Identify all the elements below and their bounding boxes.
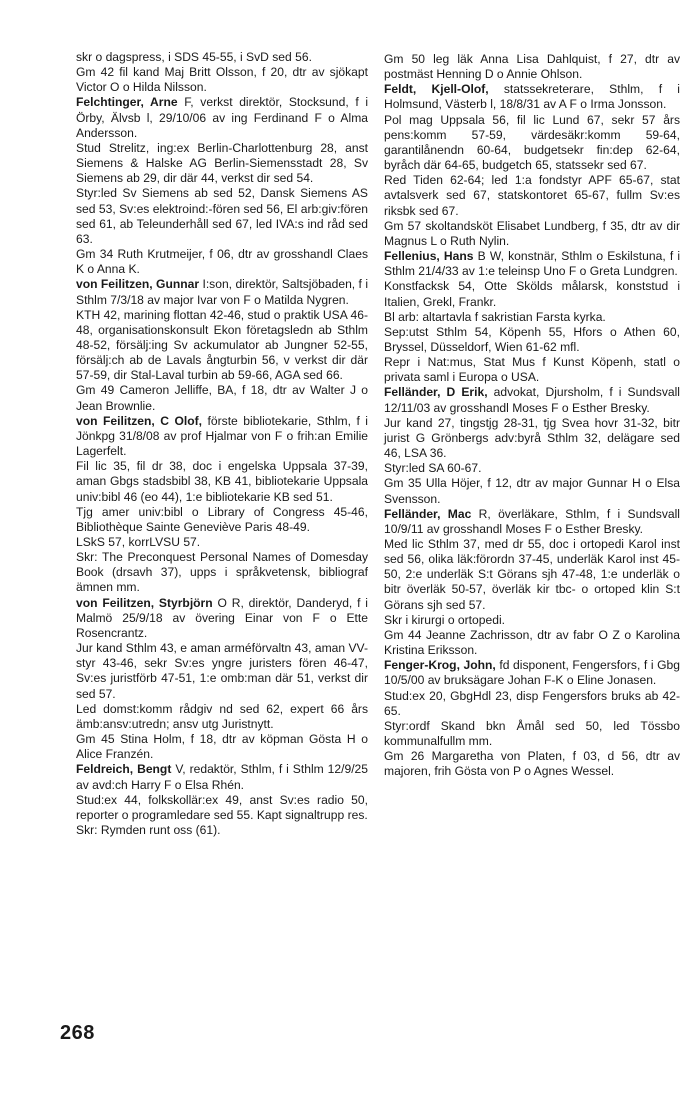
entry-text: LSkS 57, korrLVSU 57. bbox=[76, 535, 201, 549]
entry-text: Stud:ex 20, GbgHdl 23, disp Fengersfors bruks ab 42-65. bbox=[384, 688, 680, 718]
entry-name: Felchtinger, Arne bbox=[76, 95, 178, 110]
entry-text: V, redaktör, Sthlm, f i Sthlm 12/9/25 av avd:ch Harry F o Elsa Rhén. bbox=[76, 762, 369, 792]
entry-text: Sep:utst Sthlm 54, Köpenh 55, Hfors o Athen 60, Bryssel, Düsseldorf, Wien 61-62 mfl. bbox=[384, 324, 680, 354]
entry-paragraph bbox=[76, 459, 368, 504]
entry-paragraph bbox=[76, 641, 368, 702]
entry-name: von Feilitzen, Gunnar bbox=[76, 277, 200, 292]
entry-paragraph bbox=[76, 702, 368, 732]
biography-entry bbox=[384, 249, 680, 385]
entry-text: Konstfacksk 54, Otte Skölds målarsk, konststud i Italien, Grekl, Frankr. bbox=[384, 279, 680, 309]
entry-paragraph bbox=[384, 537, 680, 613]
entry-text: Fil lic 35, fil dr 38, doc i engelska Uppsala 37-39, aman Gbgs stadsbibl 38, KB 41, bibliotekarie Uppsala univ:bibl 46 (eo 44), 1:e bibliotekarie KB sed 51. bbox=[76, 459, 368, 504]
entry-text: Tjg amer univ:bibl o Library of Congress 45-46, Bibliothèque Sainte Geneviève Paris 48-49. bbox=[76, 504, 368, 534]
entry-paragraph bbox=[384, 628, 680, 658]
left-column bbox=[76, 50, 368, 838]
entry-paragraph bbox=[384, 385, 680, 415]
entry-text: I:son, direktör, Saltsjöbaden, f i Sthlm 7/3/18 av major Ivar von F o Matilda Nygren. bbox=[76, 277, 369, 307]
entry-name: Feldt, Kjell-Olof, bbox=[384, 82, 489, 97]
entry-text: Gm 26 Margaretha von Platen, f 03, d 56, dtr av majoren, frih Gösta von P o Agnes Wessel. bbox=[384, 749, 680, 779]
entry-text: Med lic Sthlm 37, med dr 55, doc i ortopedi Karol inst sed 56, olika läk:förordn 37-45, underläk Karol inst 45-50, 2:e underläk S:t Görans sjh 47-48, 1:e underläk o bitr överläk 50-57, överläk kir tbc- o ortoped klin S:t Görans sjh sed 57. bbox=[384, 537, 680, 612]
entry-paragraph bbox=[76, 762, 368, 792]
entry-text: F, verkst direktör, Stocksund, f i Örby, Älvsb l, 29/10/06 av ing Ferdinand F o Alma Andersson. bbox=[76, 95, 369, 140]
entry-paragraph bbox=[384, 279, 680, 309]
biography-entry bbox=[76, 277, 368, 413]
entry-text: O R, direktör, Danderyd, f i Malmö 25/9/18 av övering Einar von F o Ette Rosencrantz. bbox=[76, 595, 368, 640]
entry-text: Gm 45 Stina Holm, f 18, dtr av köpman Gösta H o Alice Franzén. bbox=[76, 732, 368, 762]
entry-paragraph bbox=[384, 249, 680, 279]
entry-text: Jur kand 27, tingstjg 28-31, tjg Svea hovr 31-32, bitr jurist G Grönbergs adv:byrå Sthlm 32, delägare sed 46, LSA 36. bbox=[384, 415, 680, 461]
entry-text: Jur kand Sthlm 43, e aman arméförvaltn 43, aman VV-styr 43-46, sekr Sv:es yngre juristers fören 46-47, Sv:es juristförb 47-51, 1:e omb:man där 51, verkst dir sed 57. bbox=[76, 641, 368, 701]
entry-text: förste bibliotekarie, Sthlm, f i Jönkpg 31/8/08 av prof Hjalmar von F o frih:an Emilie Lagerfelt. bbox=[76, 413, 368, 459]
entry-text: Red Tiden 62-64; led 1:a fondstyr APF 65-67, stat avtalsverk sed 67, statskontoret 65-67, fullm Sv:es riksbk sed 67. bbox=[384, 173, 680, 218]
entry-paragraph bbox=[76, 414, 368, 459]
right-column bbox=[384, 52, 680, 780]
entry-text: Gm 44 Jeanne Zachrisson, dtr av fabr O Z o Karolina Kristina Eriksson. bbox=[384, 627, 680, 658]
biography-entry bbox=[76, 414, 368, 596]
entry-name: Fellenius, Hans bbox=[384, 249, 474, 264]
entry-text: advokat, Djursholm, f i Sundsvall 12/11/03 av grosshandl Moses F o Esther Bresky. bbox=[384, 385, 680, 415]
entry-text: skr o dagspress, i SDS 45-55, i SvD sed 56. bbox=[76, 50, 312, 64]
entry-text: Gm 42 fil kand Maj Britt Olsson, f 20, dtr av sjökapt Victor O o Hilda Nilsson. bbox=[76, 65, 368, 95]
entry-paragraph bbox=[384, 416, 680, 461]
entry-text: Led domst:komm rådgiv nd sed 62, expert 66 års ämb:ansv:utredn; ansv utg Juristnytt. bbox=[76, 701, 368, 731]
entry-paragraph bbox=[76, 186, 368, 247]
biography-entry bbox=[384, 658, 680, 779]
entry-text: B W, konstnär, Sthlm o Eskilstuna, f i Sthlm 21/4/33 av 1:e teleinsp Uno F o Greta Lundgren. bbox=[384, 249, 681, 279]
entry-paragraph bbox=[76, 308, 368, 384]
biography-entry bbox=[384, 52, 680, 82]
entry-paragraph bbox=[384, 507, 680, 537]
entry-paragraph bbox=[384, 52, 680, 82]
entry-text: Gm 57 skoltandsköt Elisabet Lundberg, f 35, dtr av dir Magnus L o Ruth Nylin. bbox=[384, 218, 680, 248]
entry-name: Felländer, Mac bbox=[384, 506, 472, 521]
entry-paragraph bbox=[384, 219, 680, 249]
entry-text: Skr: The Preconquest Personal Names of Domesday Book (drsavh 37), upps i språkvetensk, bibliograf ämnen mm. bbox=[76, 550, 368, 595]
entry-text: Gm 49 Cameron Jelliffe, BA, f 18, dtr av Walter J o Jean Brownlie. bbox=[76, 383, 368, 413]
biography-entry bbox=[76, 596, 368, 763]
entry-text: Stud Strelitz, ing:ex Berlin-Charlottenburg 28, anst Siemens & Halske AG Berlin-Siemensstadt 28, Sv Siemens ab 29, dir där 44, verkst dir sed 54. bbox=[76, 140, 368, 186]
entry-text: R, överläkare, Sthlm, f i Sundsvall 10/9/11 av grosshandl Moses F o Esther Bresky. bbox=[384, 506, 680, 536]
entry-text: statssekreterare, Sthlm, f i Holmsund, Västerb l, 18/8/31 av A F o Irma Jonsson. bbox=[384, 82, 680, 112]
entry-text: Styr:ordf Skand bkn Åmål sed 50, led Tössbo kommunalfullm mm. bbox=[384, 718, 680, 749]
biography-entry bbox=[384, 385, 680, 506]
entry-paragraph bbox=[384, 461, 680, 476]
entry-paragraph bbox=[384, 719, 680, 749]
entry-paragraph bbox=[76, 277, 368, 307]
entry-paragraph bbox=[76, 505, 368, 535]
entry-paragraph bbox=[384, 749, 680, 779]
entry-text: Gm 34 Ruth Krutmeijer, f 06, dtr av grosshandl Claes K o Anna K. bbox=[76, 247, 368, 277]
entry-paragraph bbox=[76, 535, 368, 550]
entry-text: Bl arb: altartavla f sakristian Farsta kyrka. bbox=[384, 309, 606, 324]
entry-paragraph bbox=[76, 95, 368, 140]
entry-paragraph bbox=[384, 658, 680, 688]
entry-text: Repr i Nat:mus, Stat Mus f Kunst Köpenh, statl o privata saml i Europa o USA. bbox=[384, 355, 680, 385]
entry-text: KTH 42, marining flottan 42-46, stud o praktik USA 46-48, organisationskonsult Ekon företagsledn ab Sthlm 48-52, försälj:ing Sv ackumulator ab Jungner 52-55, försälj:ch ab de Lavals ångturbin 56, v verkst dir där 57-59, dir Stal-Laval turbin ab 59-66, AGA sed 66. bbox=[76, 307, 368, 383]
entry-name: von Feilitzen, C Olof, bbox=[76, 413, 203, 428]
entry-name: Feldreich, Bengt bbox=[76, 762, 172, 777]
entry-text: Styr:led SA 60-67. bbox=[384, 461, 482, 476]
entry-name: von Feilitzen, Styrbjörn bbox=[76, 595, 213, 610]
entry-paragraph bbox=[76, 383, 368, 413]
entry-text: Stud:ex 44, folkskollär:ex 49, anst Sv:es radio 50, reporter o programledare sed 55. Kapt signaltrupp res. bbox=[76, 792, 368, 822]
page-number: 268 bbox=[60, 1022, 95, 1044]
entry-paragraph bbox=[384, 355, 680, 385]
entry-paragraph bbox=[76, 596, 368, 641]
entry-name: Fenger-Krog, John, bbox=[384, 658, 496, 673]
entry-paragraph bbox=[384, 689, 680, 719]
entry-paragraph bbox=[384, 325, 680, 355]
entry-paragraph bbox=[76, 793, 368, 823]
entry-text: Skr i kirurgi o ortopedi. bbox=[384, 612, 505, 627]
entry-paragraph bbox=[384, 113, 680, 174]
entry-paragraph bbox=[76, 141, 368, 186]
biography-entry bbox=[76, 50, 368, 95]
biography-entry bbox=[384, 507, 680, 659]
entry-paragraph bbox=[76, 65, 368, 95]
entry-name: Felländer, D Erik, bbox=[384, 385, 488, 400]
entry-paragraph bbox=[384, 82, 680, 112]
entry-paragraph bbox=[76, 550, 368, 595]
entry-paragraph bbox=[384, 310, 680, 325]
entry-text: Skr: Rymden runt oss (61). bbox=[76, 822, 221, 837]
entry-paragraph bbox=[76, 732, 368, 762]
entry-text: Gm 50 leg läk Anna Lisa Dahlquist, f 27, dtr av postmäst Henning D o Annie Ohlson. bbox=[384, 52, 680, 82]
entry-paragraph bbox=[384, 476, 680, 506]
entry-paragraph bbox=[76, 50, 368, 65]
entry-paragraph bbox=[384, 173, 680, 218]
biography-entry bbox=[76, 762, 368, 838]
entry-paragraph bbox=[76, 823, 368, 838]
entry-paragraph bbox=[384, 613, 680, 628]
entry-text: Pol mag Uppsala 56, fil lic Lund 67, sekr 57 års pens:komm 57-59, värdesäkr:komm 59-64, garantilånendn 60-64, budgetsekr fin:dep 62-64, byråch där 64-65, budgetch 65, statssekr sed 67. bbox=[384, 112, 680, 173]
biography-entry bbox=[384, 82, 680, 249]
entry-text: Styr:led Sv Siemens ab sed 52, Dansk Siemens AS sed 53, Sv:es elektroind:-fören sed 56, El arb:giv:fören sed 61, ab Teleunderhåll sed 67, led IVA:s ind råd sed 63. bbox=[76, 186, 368, 246]
biography-entry bbox=[76, 95, 368, 277]
entry-text: Gm 35 Ulla Höjer, f 12, dtr av major Gunnar H o Elsa Svensson. bbox=[384, 476, 680, 506]
entry-paragraph bbox=[76, 247, 368, 277]
entry-text: fd disponent, Fengersfors, f i Gbg 10/5/00 av bruksägare Johan F-K o Eline Jonasen. bbox=[384, 658, 680, 688]
